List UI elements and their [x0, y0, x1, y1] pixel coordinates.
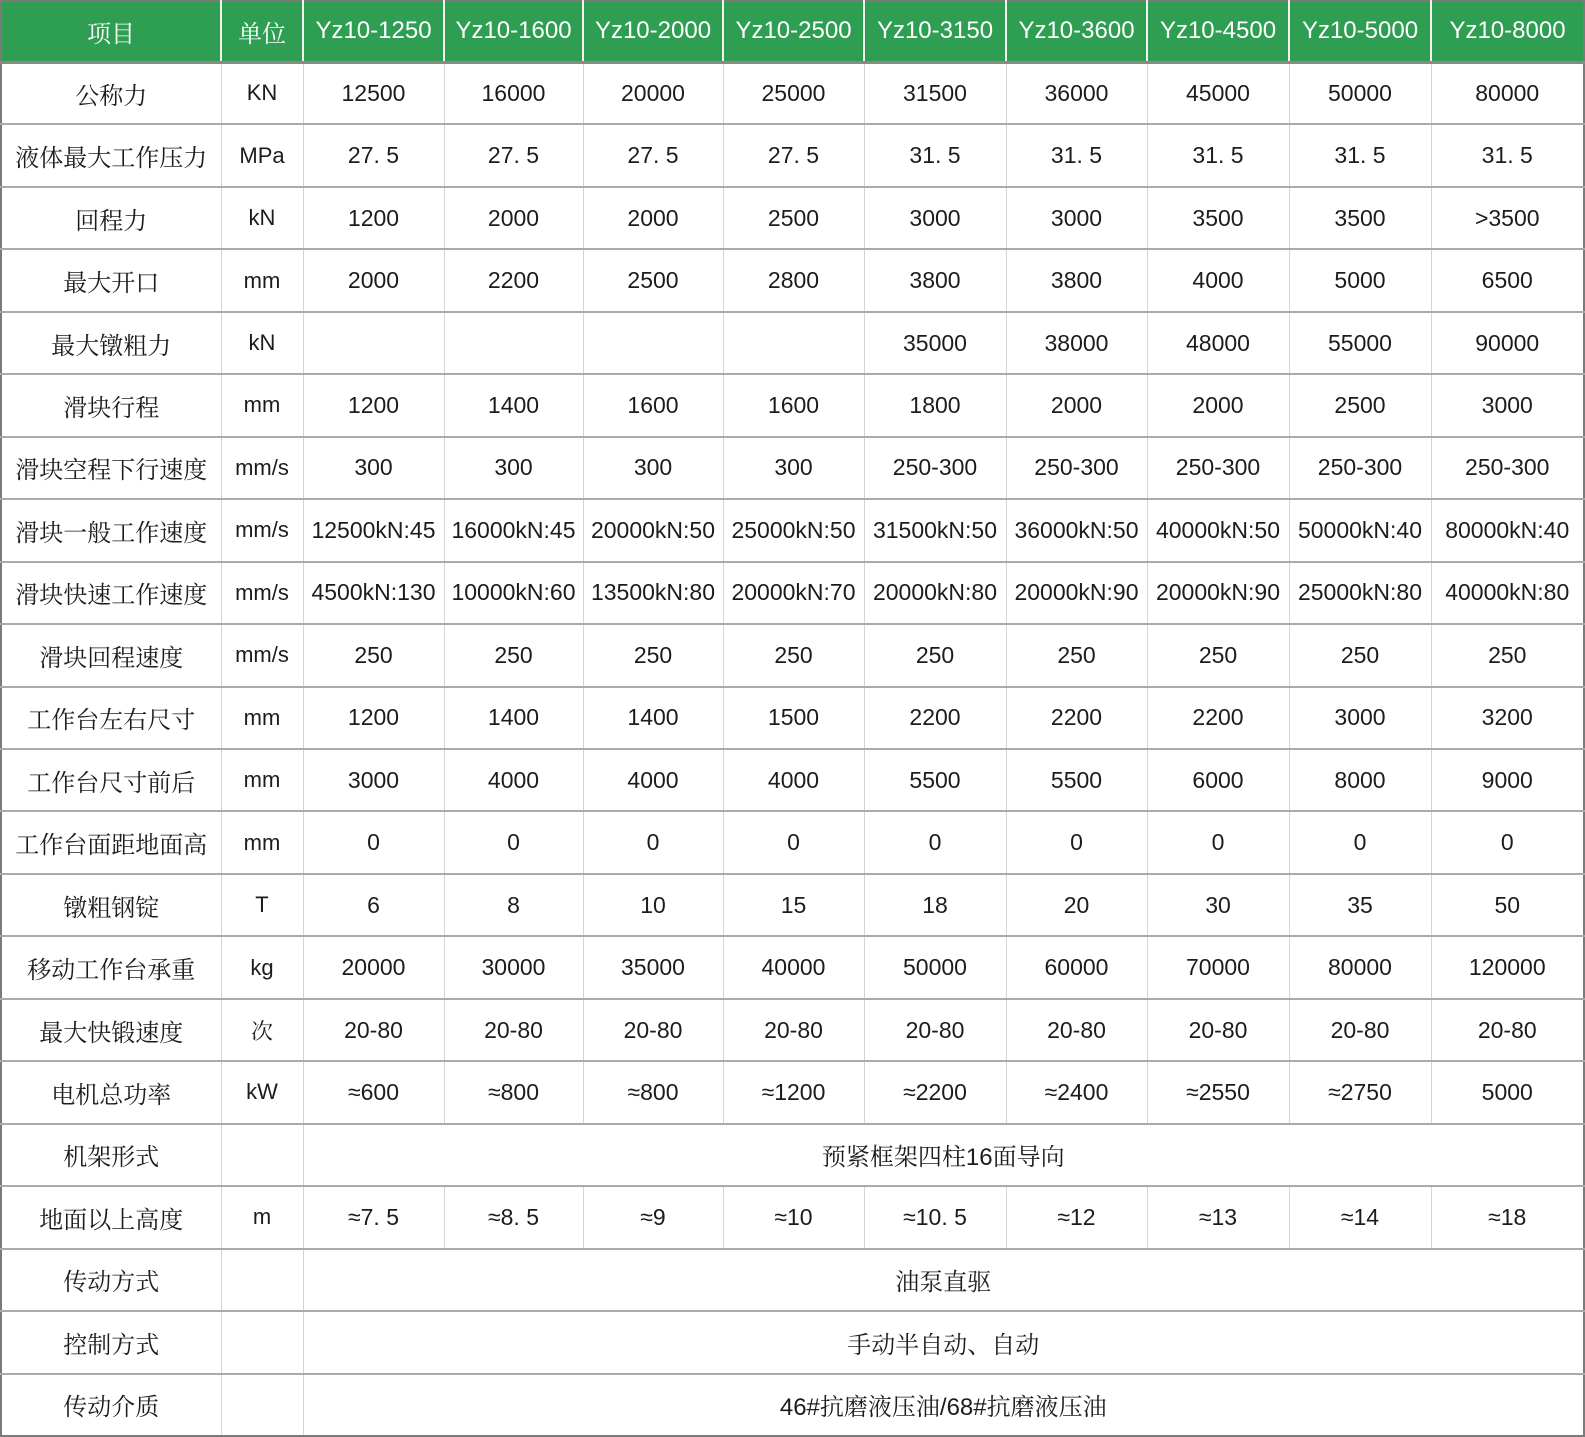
- value-cell: [444, 312, 583, 374]
- value-cell: 20-80: [1006, 999, 1147, 1061]
- row-label: 电机总功率: [1, 1061, 221, 1123]
- value-cell: 2000: [1147, 374, 1289, 436]
- value-cell: 250-300: [1006, 437, 1147, 499]
- unit-cell: mm: [221, 811, 303, 873]
- value-cell: ≈2400: [1006, 1061, 1147, 1123]
- table-row: [1, 374, 1584, 436]
- table-row: [1, 312, 1584, 374]
- value-cell: 2800: [723, 249, 864, 311]
- value-cell: 50: [1431, 874, 1584, 936]
- value-cell: 60000: [1006, 936, 1147, 998]
- value-cell: 250: [723, 624, 864, 686]
- value-cell: 50000: [1289, 62, 1431, 124]
- table-body: [1, 62, 1584, 1436]
- value-cell: 20000: [303, 936, 444, 998]
- value-cell: 4000: [723, 749, 864, 811]
- value-cell: ≈12: [1006, 1186, 1147, 1248]
- value-cell: 36000kN:50: [1006, 499, 1147, 561]
- value-cell: 3000: [1006, 187, 1147, 249]
- value-cell: 1600: [583, 374, 723, 436]
- table-row: [1, 936, 1584, 998]
- value-cell: 16000kN:45: [444, 499, 583, 561]
- value-cell: 25000kN:50: [723, 499, 864, 561]
- value-cell: 0: [723, 811, 864, 873]
- table-row: [1, 624, 1584, 686]
- value-cell: [303, 312, 444, 374]
- value-cell: 31. 5: [1147, 124, 1289, 186]
- item-column-header: 项目: [1, 1, 221, 62]
- value-cell: 31. 5: [1006, 124, 1147, 186]
- value-cell: 6500: [1431, 249, 1584, 311]
- value-cell: 2200: [444, 249, 583, 311]
- value-cell: 4000: [444, 749, 583, 811]
- value-cell: 1500: [723, 687, 864, 749]
- value-cell: 20-80: [303, 999, 444, 1061]
- value-cell: 27. 5: [583, 124, 723, 186]
- value-cell: ≈8. 5: [444, 1186, 583, 1248]
- value-cell: 35000: [583, 936, 723, 998]
- value-cell: 250: [444, 624, 583, 686]
- unit-cell: kN: [221, 312, 303, 374]
- value-cell: 80000kN:40: [1431, 499, 1584, 561]
- table-row: [1, 562, 1584, 624]
- model-column-header: Yz10-2500: [723, 1, 864, 62]
- model-column-header: Yz10-3600: [1006, 1, 1147, 62]
- value-cell: 6: [303, 874, 444, 936]
- value-cell: 4000: [583, 749, 723, 811]
- value-cell: 20000kN:80: [864, 562, 1006, 624]
- value-cell: 3800: [1006, 249, 1147, 311]
- table-row: [1, 999, 1584, 1061]
- value-cell: 25000kN:80: [1289, 562, 1431, 624]
- value-cell: 250: [864, 624, 1006, 686]
- value-cell: 0: [583, 811, 723, 873]
- row-label: 公称力: [1, 62, 221, 124]
- value-cell: 1200: [303, 374, 444, 436]
- table-row: [1, 124, 1584, 186]
- value-cell: 3000: [864, 187, 1006, 249]
- value-cell: 3000: [1289, 687, 1431, 749]
- unit-cell: [221, 1311, 303, 1373]
- value-cell: 5000: [1289, 249, 1431, 311]
- row-label: 最大快锻速度: [1, 999, 221, 1061]
- unit-cell: m: [221, 1186, 303, 1248]
- value-cell: 1200: [303, 687, 444, 749]
- value-cell: 0: [864, 811, 1006, 873]
- unit-cell: mm: [221, 249, 303, 311]
- value-cell: 3000: [1431, 374, 1584, 436]
- value-cell: 35000: [864, 312, 1006, 374]
- value-cell: 27. 5: [444, 124, 583, 186]
- model-column-header: Yz10-4500: [1147, 1, 1289, 62]
- unit-cell: kW: [221, 1061, 303, 1123]
- value-cell: ≈2750: [1289, 1061, 1431, 1123]
- table-row: [1, 749, 1584, 811]
- row-label: 滑块回程速度: [1, 624, 221, 686]
- value-cell: 20000: [583, 62, 723, 124]
- value-cell: 2200: [1006, 687, 1147, 749]
- model-column-header: Yz10-1250: [303, 1, 444, 62]
- value-cell: 4000: [1147, 249, 1289, 311]
- value-cell: 1400: [583, 687, 723, 749]
- value-cell: 40000: [723, 936, 864, 998]
- value-cell: 250-300: [1431, 437, 1584, 499]
- value-cell: 20-80: [723, 999, 864, 1061]
- value-cell: 1400: [444, 687, 583, 749]
- table-row: [1, 249, 1584, 311]
- value-cell: 80000: [1289, 936, 1431, 998]
- value-cell: 250: [583, 624, 723, 686]
- table-row: [1, 811, 1584, 873]
- value-cell: 2000: [444, 187, 583, 249]
- value-cell: 6000: [1147, 749, 1289, 811]
- value-cell: ≈14: [1289, 1186, 1431, 1248]
- value-cell: 48000: [1147, 312, 1289, 374]
- value-cell: 20: [1006, 874, 1147, 936]
- unit-cell: mm: [221, 374, 303, 436]
- value-cell: 31. 5: [1289, 124, 1431, 186]
- value-cell: 27. 5: [303, 124, 444, 186]
- unit-cell: mm: [221, 749, 303, 811]
- value-cell: 250-300: [1289, 437, 1431, 499]
- value-cell: 1600: [723, 374, 864, 436]
- value-cell: ≈800: [444, 1061, 583, 1123]
- value-cell: 50000: [864, 936, 1006, 998]
- value-cell: 0: [444, 811, 583, 873]
- value-cell: 300: [583, 437, 723, 499]
- value-cell: 3500: [1289, 187, 1431, 249]
- table-row: [1, 1061, 1584, 1123]
- unit-cell: mm/s: [221, 624, 303, 686]
- unit-column-header: 单位: [221, 1, 303, 62]
- value-cell: 250-300: [1147, 437, 1289, 499]
- value-cell: 16000: [444, 62, 583, 124]
- table-row: [1, 1249, 1584, 1311]
- value-cell: 1200: [303, 187, 444, 249]
- row-label: 机架形式: [1, 1124, 221, 1186]
- table-row: [1, 874, 1584, 936]
- unit-cell: mm/s: [221, 562, 303, 624]
- value-cell: 80000: [1431, 62, 1584, 124]
- value-cell: 250: [1006, 624, 1147, 686]
- value-cell: 20000kN:90: [1147, 562, 1289, 624]
- value-cell: 3500: [1147, 187, 1289, 249]
- value-cell: 30000: [444, 936, 583, 998]
- model-column-header: Yz10-8000: [1431, 1, 1584, 62]
- model-column-header: Yz10-3150: [864, 1, 1006, 62]
- row-label: 控制方式: [1, 1311, 221, 1373]
- unit-cell: kN: [221, 187, 303, 249]
- merged-value-cell: 预紧框架四柱16面导向: [303, 1124, 1584, 1186]
- row-label: 移动工作台承重: [1, 936, 221, 998]
- value-cell: 18: [864, 874, 1006, 936]
- value-cell: 3800: [864, 249, 1006, 311]
- value-cell: 31. 5: [1431, 124, 1584, 186]
- value-cell: 120000: [1431, 936, 1584, 998]
- value-cell: 20-80: [1147, 999, 1289, 1061]
- value-cell: 2000: [583, 187, 723, 249]
- header-row: [1, 1, 1584, 62]
- row-label: 工作台面距地面高: [1, 811, 221, 873]
- value-cell: 40000kN:50: [1147, 499, 1289, 561]
- value-cell: 31. 5: [864, 124, 1006, 186]
- model-column-header: Yz10-2000: [583, 1, 723, 62]
- value-cell: ≈2550: [1147, 1061, 1289, 1123]
- unit-cell: KN: [221, 62, 303, 124]
- value-cell: 20000kN:70: [723, 562, 864, 624]
- value-cell: 25000: [723, 62, 864, 124]
- row-label: 镦粗钢锭: [1, 874, 221, 936]
- table-row: [1, 687, 1584, 749]
- value-cell: ≈18: [1431, 1186, 1584, 1248]
- value-cell: 10: [583, 874, 723, 936]
- value-cell: 2500: [1289, 374, 1431, 436]
- row-label: 滑块快速工作速度: [1, 562, 221, 624]
- value-cell: 13500kN:80: [583, 562, 723, 624]
- value-cell: ≈7. 5: [303, 1186, 444, 1248]
- value-cell: 31500kN:50: [864, 499, 1006, 561]
- value-cell: 36000: [1006, 62, 1147, 124]
- value-cell: 20-80: [864, 999, 1006, 1061]
- row-label: 回程力: [1, 187, 221, 249]
- row-label: 传动方式: [1, 1249, 221, 1311]
- value-cell: >3500: [1431, 187, 1584, 249]
- row-label: 工作台左右尺寸: [1, 687, 221, 749]
- model-column-header: Yz10-1600: [444, 1, 583, 62]
- value-cell: 27. 5: [723, 124, 864, 186]
- value-cell: 4500kN:130: [303, 562, 444, 624]
- value-cell: 70000: [1147, 936, 1289, 998]
- value-cell: 55000: [1289, 312, 1431, 374]
- table-row: [1, 1124, 1584, 1186]
- unit-cell: [221, 1374, 303, 1436]
- unit-cell: kg: [221, 936, 303, 998]
- value-cell: 9000: [1431, 749, 1584, 811]
- value-cell: 2500: [723, 187, 864, 249]
- value-cell: 3200: [1431, 687, 1584, 749]
- unit-cell: [221, 1124, 303, 1186]
- unit-cell: 次: [221, 999, 303, 1061]
- value-cell: 250: [1147, 624, 1289, 686]
- value-cell: 300: [723, 437, 864, 499]
- value-cell: ≈600: [303, 1061, 444, 1123]
- row-label: 滑块空程下行速度: [1, 437, 221, 499]
- table-row: [1, 62, 1584, 124]
- table-row: [1, 1311, 1584, 1373]
- value-cell: 20000kN:50: [583, 499, 723, 561]
- value-cell: ≈10. 5: [864, 1186, 1006, 1248]
- value-cell: 5500: [1006, 749, 1147, 811]
- value-cell: 35: [1289, 874, 1431, 936]
- value-cell: 2000: [303, 249, 444, 311]
- model-column-header: Yz10-5000: [1289, 1, 1431, 62]
- value-cell: 0: [1006, 811, 1147, 873]
- merged-value-cell: 油泵直驱: [303, 1249, 1584, 1311]
- unit-cell: mm: [221, 687, 303, 749]
- value-cell: 250-300: [864, 437, 1006, 499]
- value-cell: ≈1200: [723, 1061, 864, 1123]
- value-cell: 250: [1289, 624, 1431, 686]
- value-cell: 20-80: [583, 999, 723, 1061]
- unit-cell: MPa: [221, 124, 303, 186]
- value-cell: 8: [444, 874, 583, 936]
- value-cell: 12500: [303, 62, 444, 124]
- value-cell: 300: [444, 437, 583, 499]
- value-cell: 300: [303, 437, 444, 499]
- table-row: [1, 499, 1584, 561]
- value-cell: ≈800: [583, 1061, 723, 1123]
- value-cell: 20-80: [444, 999, 583, 1061]
- value-cell: ≈9: [583, 1186, 723, 1248]
- table-row: [1, 437, 1584, 499]
- unit-cell: mm/s: [221, 437, 303, 499]
- table-row: [1, 1186, 1584, 1248]
- value-cell: 0: [1147, 811, 1289, 873]
- value-cell: 38000: [1006, 312, 1147, 374]
- value-cell: 5000: [1431, 1061, 1584, 1123]
- row-label: 传动介质: [1, 1374, 221, 1436]
- value-cell: 20000kN:90: [1006, 562, 1147, 624]
- value-cell: 3000: [303, 749, 444, 811]
- value-cell: 1400: [444, 374, 583, 436]
- value-cell: ≈13: [1147, 1186, 1289, 1248]
- row-label: 工作台尺寸前后: [1, 749, 221, 811]
- value-cell: 1800: [864, 374, 1006, 436]
- value-cell: [583, 312, 723, 374]
- value-cell: 8000: [1289, 749, 1431, 811]
- row-label: 最大开口: [1, 249, 221, 311]
- table-row: [1, 1374, 1584, 1436]
- value-cell: 20-80: [1289, 999, 1431, 1061]
- row-label: 液体最大工作压力: [1, 124, 221, 186]
- value-cell: 50000kN:40: [1289, 499, 1431, 561]
- unit-cell: T: [221, 874, 303, 936]
- merged-value-cell: 46#抗磨液压油/68#抗磨液压油: [303, 1374, 1584, 1436]
- value-cell: 250: [303, 624, 444, 686]
- value-cell: 45000: [1147, 62, 1289, 124]
- value-cell: 10000kN:60: [444, 562, 583, 624]
- row-label: 滑块行程: [1, 374, 221, 436]
- row-label: 最大镦粗力: [1, 312, 221, 374]
- value-cell: 0: [1289, 811, 1431, 873]
- table-row: [1, 187, 1584, 249]
- value-cell: 12500kN:45: [303, 499, 444, 561]
- value-cell: 5500: [864, 749, 1006, 811]
- value-cell: 15: [723, 874, 864, 936]
- value-cell: 250: [1431, 624, 1584, 686]
- value-cell: 2000: [1006, 374, 1147, 436]
- value-cell: [723, 312, 864, 374]
- value-cell: 2200: [864, 687, 1006, 749]
- value-cell: 31500: [864, 62, 1006, 124]
- value-cell: 0: [303, 811, 444, 873]
- value-cell: 2500: [583, 249, 723, 311]
- merged-value-cell: 手动半自动、自动: [303, 1311, 1584, 1373]
- value-cell: 20-80: [1431, 999, 1584, 1061]
- value-cell: 0: [1431, 811, 1584, 873]
- value-cell: 2200: [1147, 687, 1289, 749]
- row-label: 滑块一般工作速度: [1, 499, 221, 561]
- unit-cell: mm/s: [221, 499, 303, 561]
- unit-cell: [221, 1249, 303, 1311]
- row-label: 地面以上高度: [1, 1186, 221, 1248]
- value-cell: 30: [1147, 874, 1289, 936]
- value-cell: 90000: [1431, 312, 1584, 374]
- value-cell: 40000kN:80: [1431, 562, 1584, 624]
- value-cell: ≈10: [723, 1186, 864, 1248]
- value-cell: ≈2200: [864, 1061, 1006, 1123]
